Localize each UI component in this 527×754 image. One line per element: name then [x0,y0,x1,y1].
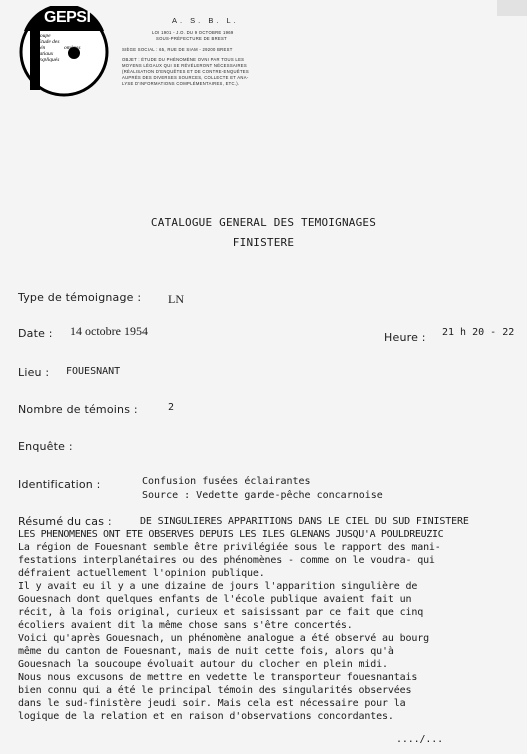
heure-value: 21 h 20 - 22 [442,327,515,338]
resume-line: écoliers avaient dit la même chose sans s'être concertés. [18,620,353,631]
resume-headline-1: DE SINGULIERES APPARITIONS DANS LE CIEL DU SUD FINISTERE [140,516,469,527]
logo-subtitle-4: omènes [64,45,81,51]
logo-subtitle-2: d'Etude des [34,39,60,45]
logo-text: GEPSI [44,9,91,26]
org-line-3: SIÈGE SOCIAL : 65, RUE DE SIAM - 29200 BREST [122,47,233,52]
logo-subtitle-5: Spatiaux [34,51,54,57]
org-line-4: OBJET : ÉTUDE DU PHÉNOMÈNE OVNI PAR TOUS LES [122,57,245,62]
org-line-5: MOYENS LÉGAUX QUI SE RÉVÉLERONT NÉCESSAIRES [122,63,247,68]
continuation-mark: ..../... [396,734,443,745]
resume-line: même du canton de Fouesnant, mais de nuit cette fois, alors qu'à [18,646,394,657]
temoins-value: 2 [168,402,175,413]
resume-line: défraient actuellement l'opinion publique. [18,568,265,579]
resume-line: Gouesnach dont quelques enfants de l'école publique avaient fait un [18,594,412,605]
org-line-2: SOUS-PRÉFECTURE DE BREST [156,36,227,41]
type-value: LN [168,292,184,306]
resume-line: dans le sud-finistère jeudi soir. Mais cela est nécessaire pour la [18,698,406,709]
org-line-8: LYSE D'INFORMATIONS COMPLÉMENTAIRES, ETC.). [122,81,240,86]
resume-line: bien connu qui a été le principal témoin des singularités observées [18,685,412,696]
resume-line: Nous nous excusons de mettre en vedette le transporteur fouesnantais [18,672,418,683]
resume-line: La région de Fouesnant semble être privilégiée sous le rapport des mani- [18,542,441,553]
heure-label: Heure : [384,331,426,344]
logo-subtitle-3: Phén [34,45,46,51]
org-line-6: (RÉALISATION D'ENQUÊTES ET DE CONTRE-ENQUÊTES [122,69,249,74]
temoins-label: Nombre de témoins : [18,403,138,416]
identification-label: Identification : [18,478,101,491]
resume-line: Il y avait eu il y a une dizaine de jours l'apparition singulière de [18,581,418,592]
resume-line: Voici qu'après Gouesnach, un phénomène analogue a été observé au bourg [18,633,429,644]
logo-subtitle-1: Groupe [34,33,51,39]
resume-headline-2: LES PHENOMENES ONT ETE OBSERVES DEPUIS LES ILES GLENANS JUSQU'A POULDREUZIC [18,529,444,540]
resume-line: festations interplanétaires ou des phénomènes - comme on le voudra- qui [18,555,435,566]
logo-subtitle-6: Inexpliqués [34,57,60,63]
lieu-label: Lieu : [18,366,50,379]
identification-line-1: Confusion fusées éclairantes [142,476,311,487]
catalogue-title: CATALOGUE GENERAL DES TEMOIGNAGES [150,216,377,229]
type-label: Type de témoignage : [18,291,142,304]
resume-line: Gouesnach la soucoupe évoluait autour du clocher en plein midi. [18,659,388,670]
resume-line: récit, à la fois original, curieux et saisissant par ce fait que cinq [18,607,424,618]
identification-line-2: Source : Vedette garde-pêche concarnoise [142,490,383,501]
resume-label: Résumé du cas : [18,515,112,528]
date-label: Date : [18,327,53,340]
region-title: FINISTERE [232,236,295,249]
org-line-1: LOI 1901 - J.O. DU 9 OCTOBRE 1969 [152,30,234,35]
date-value: 14 octobre 1954 [70,324,148,338]
org-type: A. S. B. L. [172,16,239,25]
enquete-label: Enquête : [18,440,73,453]
lieu-value: FOUESNANT [66,366,121,377]
scan-artifact [497,0,527,16]
org-line-7: AUPRÈS DES DIVERSES SOURCES, COLLECTE ET ANA- [122,75,249,80]
resume-line: logique de la relation et en raison d'observations concordantes. [18,711,394,722]
